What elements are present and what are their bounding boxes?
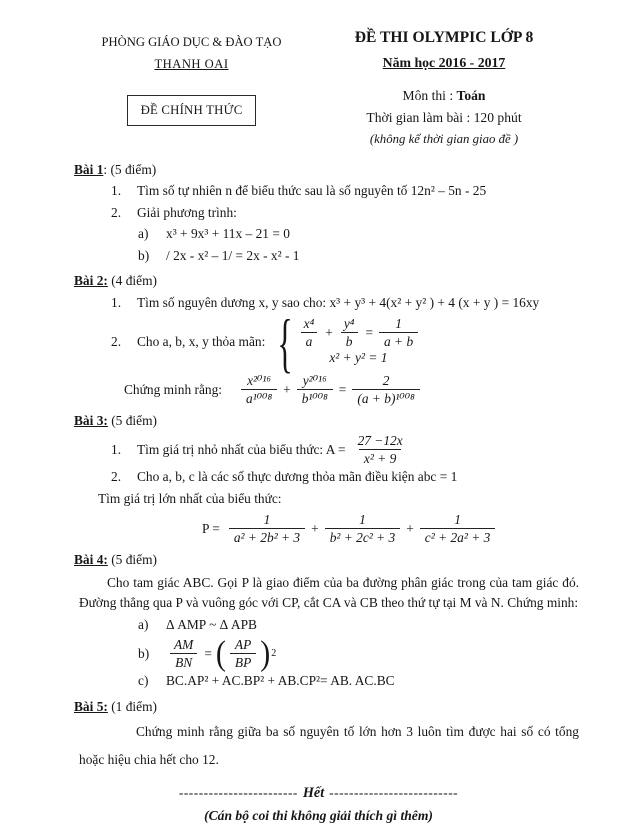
bai4-sub-b — [138, 634, 579, 673]
bai2-item2 — [111, 305, 579, 379]
bai2-points: (4 điểm) — [107, 273, 157, 289]
bai4-sub-a-statement: Δ AMP ~ Δ APB — [166, 616, 257, 632]
bai1-sub-a — [138, 223, 579, 244]
bai1-item1 — [111, 180, 579, 201]
bai3-item2-text: Cho a, b, c là các số thực dương thỏa mãn điều kiện abc = 1 — [137, 469, 458, 485]
bai2-system-line1: $\frac{\text{x⁴}}{a}$ + $\frac{\text{y⁴}}{b}$ = $\frac{1}{a + b}$ — [296, 316, 421, 349]
sub-letter: c) — [138, 673, 149, 689]
bai3-item2-continuation: Tìm giá trị lớn nhất của biểu thức: — [98, 490, 282, 506]
sub-letter: a) — [138, 616, 149, 632]
bai2-equation-system: { $\frac{\text{x⁴}}{a}$ + $\frac{\text{y⁴}}{b}$ = $\frac{1}{a + b}$ x² + y² = 1 — [277, 316, 421, 368]
bai1-sub-b-equation: / 2x - x² – 1/ = 2x - x² - 1 — [166, 247, 300, 263]
bai2-item1 — [111, 292, 579, 313]
bai4-sub-c-equation: BC.AP² + AC.BP² + AB.CP²= AB. AC.BC — [166, 673, 395, 689]
exam-title-block — [309, 26, 579, 149]
header — [74, 26, 579, 149]
bai5-label: Bài 5: — [74, 698, 108, 714]
bai1-sub-a-equation: x³ + 9x³ + 11x – 21 = 0 — [166, 226, 290, 242]
duration-note: (không kể thời gian giao đề ) — [369, 131, 519, 146]
sub-letter: a) — [138, 226, 149, 242]
item-number: 1. — [111, 183, 122, 199]
bai2-item1-text: Tìm số nguyên dương x, y sao cho: x³ + y³ + 4(x² + y² ) + 4 (x + y ) = 16xy — [137, 294, 540, 310]
end-word: Hết — [302, 785, 325, 802]
bai2-proof-line — [124, 373, 579, 406]
sub-letter: b) — [138, 247, 150, 263]
bai1-item2-text: Giải phương trình: — [137, 204, 237, 220]
bai1-label: Bài 1 — [74, 161, 104, 177]
issuer-block — [74, 26, 309, 149]
bai3-p-lhs: P = — [202, 520, 220, 536]
bai1-item1-text: Tìm số tự nhiên n để biểu thức sau là số nguyên tố 12n² – 5n - 25 — [137, 183, 487, 199]
bai2-heading — [74, 270, 579, 291]
item-number: 2. — [111, 334, 122, 350]
issuer-district: THANH OAI — [154, 57, 229, 72]
bai3-item1-text: Tìm giá trị nhỏ nhất của biểu thức: A = — [137, 442, 346, 458]
bai2-item2-text: Cho a, b, x, y thỏa mãn: — [137, 334, 266, 350]
bai5-heading — [74, 696, 579, 717]
bai4-heading — [74, 549, 579, 570]
sub-letter: b) — [138, 646, 150, 662]
bai4-sub-c — [138, 670, 579, 691]
bai2-label: Bài 2: — [74, 273, 108, 289]
bai4-sub-b-equation: $\frac{AM}{BN}$ = ( $\frac{AP}{BP}$ ) 2 — [166, 637, 276, 670]
bai4-points: (5 điểm) — [107, 552, 157, 568]
bai3-p-equation: $\frac{1}{\text{a² + 2b² + 3}}$ + $\frac{1}{\text{b² + 2c² + 3}}$ + $\frac{1}{\text{c² + 2a² + 3}}$ — [226, 512, 498, 545]
subject-label: Môn thi : — [402, 88, 457, 103]
bai1-sub-b — [138, 245, 579, 266]
bai5-points: (1 điểm) — [107, 698, 157, 714]
subject-value: Toán — [456, 88, 486, 103]
official-exam-box — [127, 95, 257, 125]
bai3-points: (5 điểm) — [107, 412, 157, 428]
item-number: 1. — [111, 294, 122, 310]
item-number: 2. — [111, 469, 122, 485]
end-line — [58, 782, 579, 805]
bai3-item1 — [111, 433, 579, 466]
bai1-points: : (5 điểm) — [103, 161, 157, 177]
item-number: 2. — [111, 204, 122, 220]
subject-line — [309, 85, 579, 107]
issuer-name: PHÒNG GIÁO DỤC & ĐÀO TẠO — [101, 35, 282, 49]
official-exam-label: ĐỀ CHÍNH THỨC — [140, 103, 243, 118]
bai3-label: Bài 3: — [74, 412, 108, 428]
bai4-sub-a — [138, 614, 579, 635]
system-lines — [296, 316, 421, 368]
bai2-proof-equation: $\frac{\text{x²⁰¹⁶}}{\text{a¹⁰⁰⁸}}$ + $\frac{\text{y²⁰¹⁶}}{\text{b¹⁰⁰⁸}}$ = $\frac{2}{\text{(a + b)¹⁰⁰⁸}}$ — [238, 373, 423, 406]
bai4-label: Bài 4: — [74, 552, 108, 568]
end-dashes-right: -------------------------- — [329, 785, 459, 801]
bai2-proof-label: Chứng minh rằng: — [124, 381, 223, 397]
bai3-item1-fraction: $\frac{27 -12x}{\text{x² + 9}}$ — [357, 433, 403, 467]
bai4-statement: Cho tam giác ABC. Gọi P là giao điểm của ba đường phân giác trong của tam giác đó. Đường thẳng qua P và vuông góc với CP, cắt CA và CB theo thứ tự tại M và N. Chứng minh: — [79, 574, 579, 611]
bai1-heading — [74, 159, 579, 180]
bai3-item2 — [111, 466, 579, 487]
bai3-heading — [74, 410, 579, 431]
bai3-p-equation-line — [202, 512, 579, 545]
duration-line: Thời gian làm bài : 120 phút — [366, 109, 522, 125]
bai1-item2 — [111, 202, 579, 223]
bai5-statement: Chứng minh rằng giữa ba số nguyên tố lớn hơn 3 luôn tìm được hai số có tổng hoặc hiệu chia hết cho 12. — [79, 724, 579, 767]
end-dashes-left: ------------------------ — [178, 785, 298, 801]
proctor-note: (Cán bộ coi thi không giải thích gì thêm) — [204, 807, 433, 823]
bai2-system-line2: x² + y² = 1 — [329, 350, 388, 366]
school-year: Năm học 2016 - 2017 — [382, 54, 506, 70]
item-number: 1. — [111, 442, 122, 458]
exam-title: ĐỀ THI OLYMPIC LỚP 8 — [354, 29, 534, 46]
